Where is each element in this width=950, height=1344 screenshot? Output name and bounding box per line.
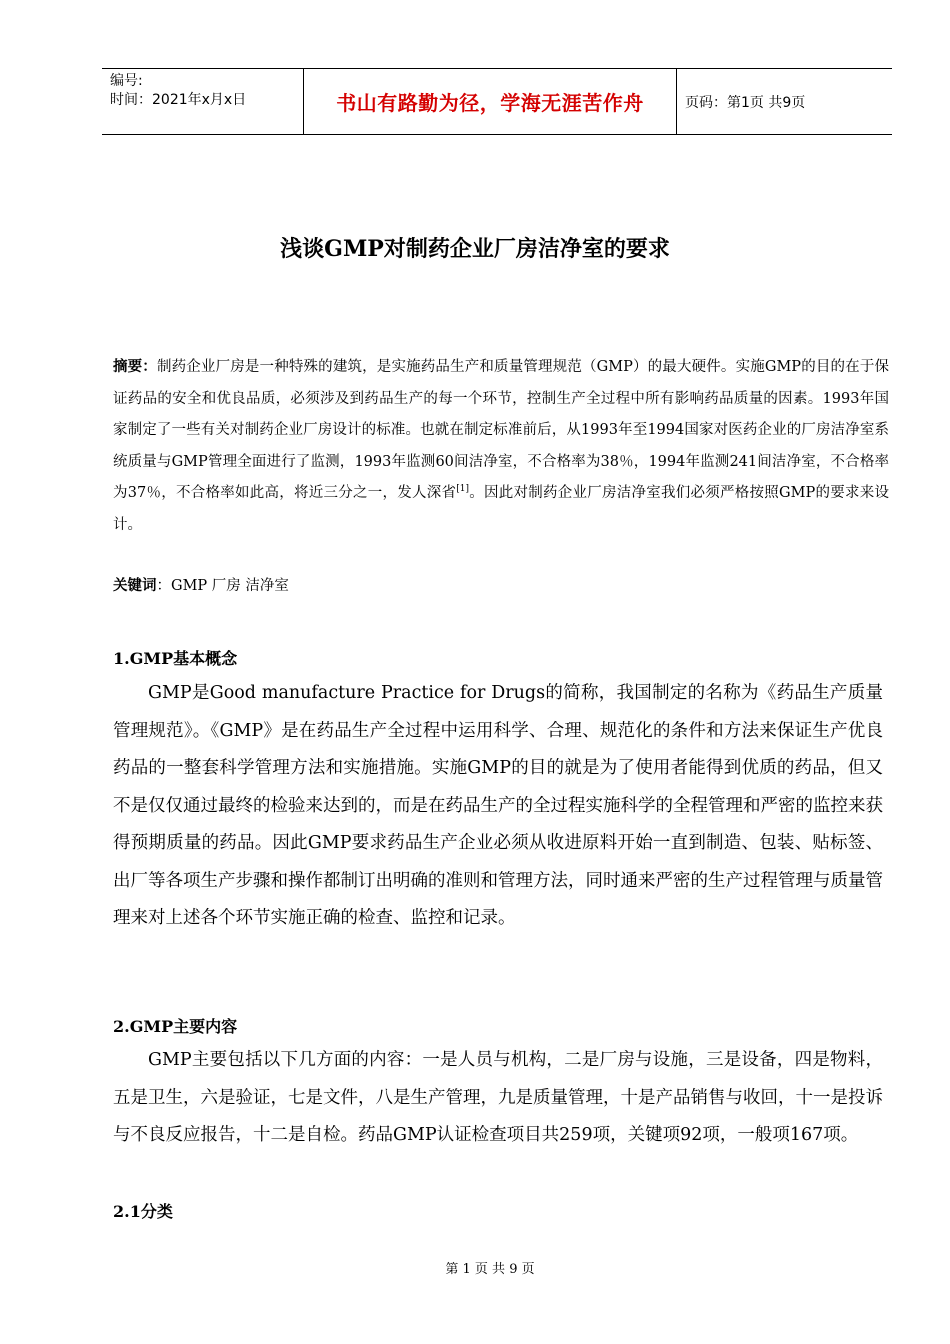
section-paragraph: GMP主要包括以下几方面的内容：一是人员与机构，二是厂房与设施，三是设备，四是物料，五是卫生，六是验证，七是文件，八是生产管理，九是质量管理，十是产品销售与收回，十一是投诉与不良反应报告，十二是自检。药品GMP认证检查项目共259项，关键项92项，一般项167项。 (113, 1050, 883, 1145)
section-paragraph: GMP是Good manufacture Practice for Drugs的简称，我国制定的名称为《药品生产质量管理规范》。《GMP》是在药品生产全过程中运用科学、合理、规范化的条件和方法来保证生产优良药品的一整套科学管理方法和实施措施。实施GMP的目的就是为了使用者能得到优质的药品，但又不是仅仅通过最终的检验来达到的，而是在药品生产的全过程实施科学的全程管理和严密的监控来获得预期质量的药品。因此GMP要求药品生产企业必须从收进原料开始一直到制造、包装、贴标签、出厂等各项生产步骤和操作都制订出明确的准则和管理方法，同时通来严密的生产过程管理与质量管理来对上述各个环节实施正确的检查、监控和记录。 (113, 683, 883, 928)
page-footer: 第 1 页 共 9 页 (445, 1262, 535, 1277)
header-meta (102, 69, 303, 134)
header-motto-cell (303, 69, 677, 134)
document-number-label: 编号: (110, 73, 143, 89)
header-motto: 书山有路勤为径，学海无涯苦作舟 (336, 91, 644, 115)
document-title: 浅谈GMP对制药企业厂房洁净室的要求 (280, 236, 670, 262)
abstract-label: 摘要： (113, 359, 157, 375)
subsection-heading: 2.1分类 (113, 1202, 173, 1221)
abstract (113, 352, 889, 541)
keywords (113, 572, 889, 600)
section-heading: 1.GMP基本概念 (113, 649, 238, 668)
abstract-text: 制药企业厂房是一种特殊的建筑，是实施药品生产和质量管理规范（GMP）的最大硬件。实施GMP的目的在于保证药品的安全和优良品质，必须涉及到药品生产的每一个环节，控制生产全过程中所有影响药品质量的因素。1993年国家制定了一些有关对制药企业厂房设计的标准。也就在制定标准前后，从1993年至1994国家对医药企业的厂房洁净室系统质量与GMP管理全面进行了监测，1993年监测60间洁净室，不合格率为38％，1994年监测241间洁净室，不合格率为37％，不合格率如此高，将近三分之一，发人深省 (113, 359, 889, 501)
header-page-number: 页码：第1页 共9页 (685, 94, 806, 111)
citation-ref: [1] (456, 484, 469, 495)
section-heading: 2.GMP主要内容 (113, 1017, 238, 1036)
keywords-text: ：GMP 厂房 洁净室 (156, 578, 289, 594)
abstract-text-tail: 。因此对制药企业厂房洁净室我们必须严格按照GMP的要求来设计。 (113, 485, 889, 533)
document-time-label: 时间：2021年x月x日 (110, 92, 247, 108)
page-header (102, 68, 892, 135)
keywords-label: 关键词 (113, 578, 157, 594)
